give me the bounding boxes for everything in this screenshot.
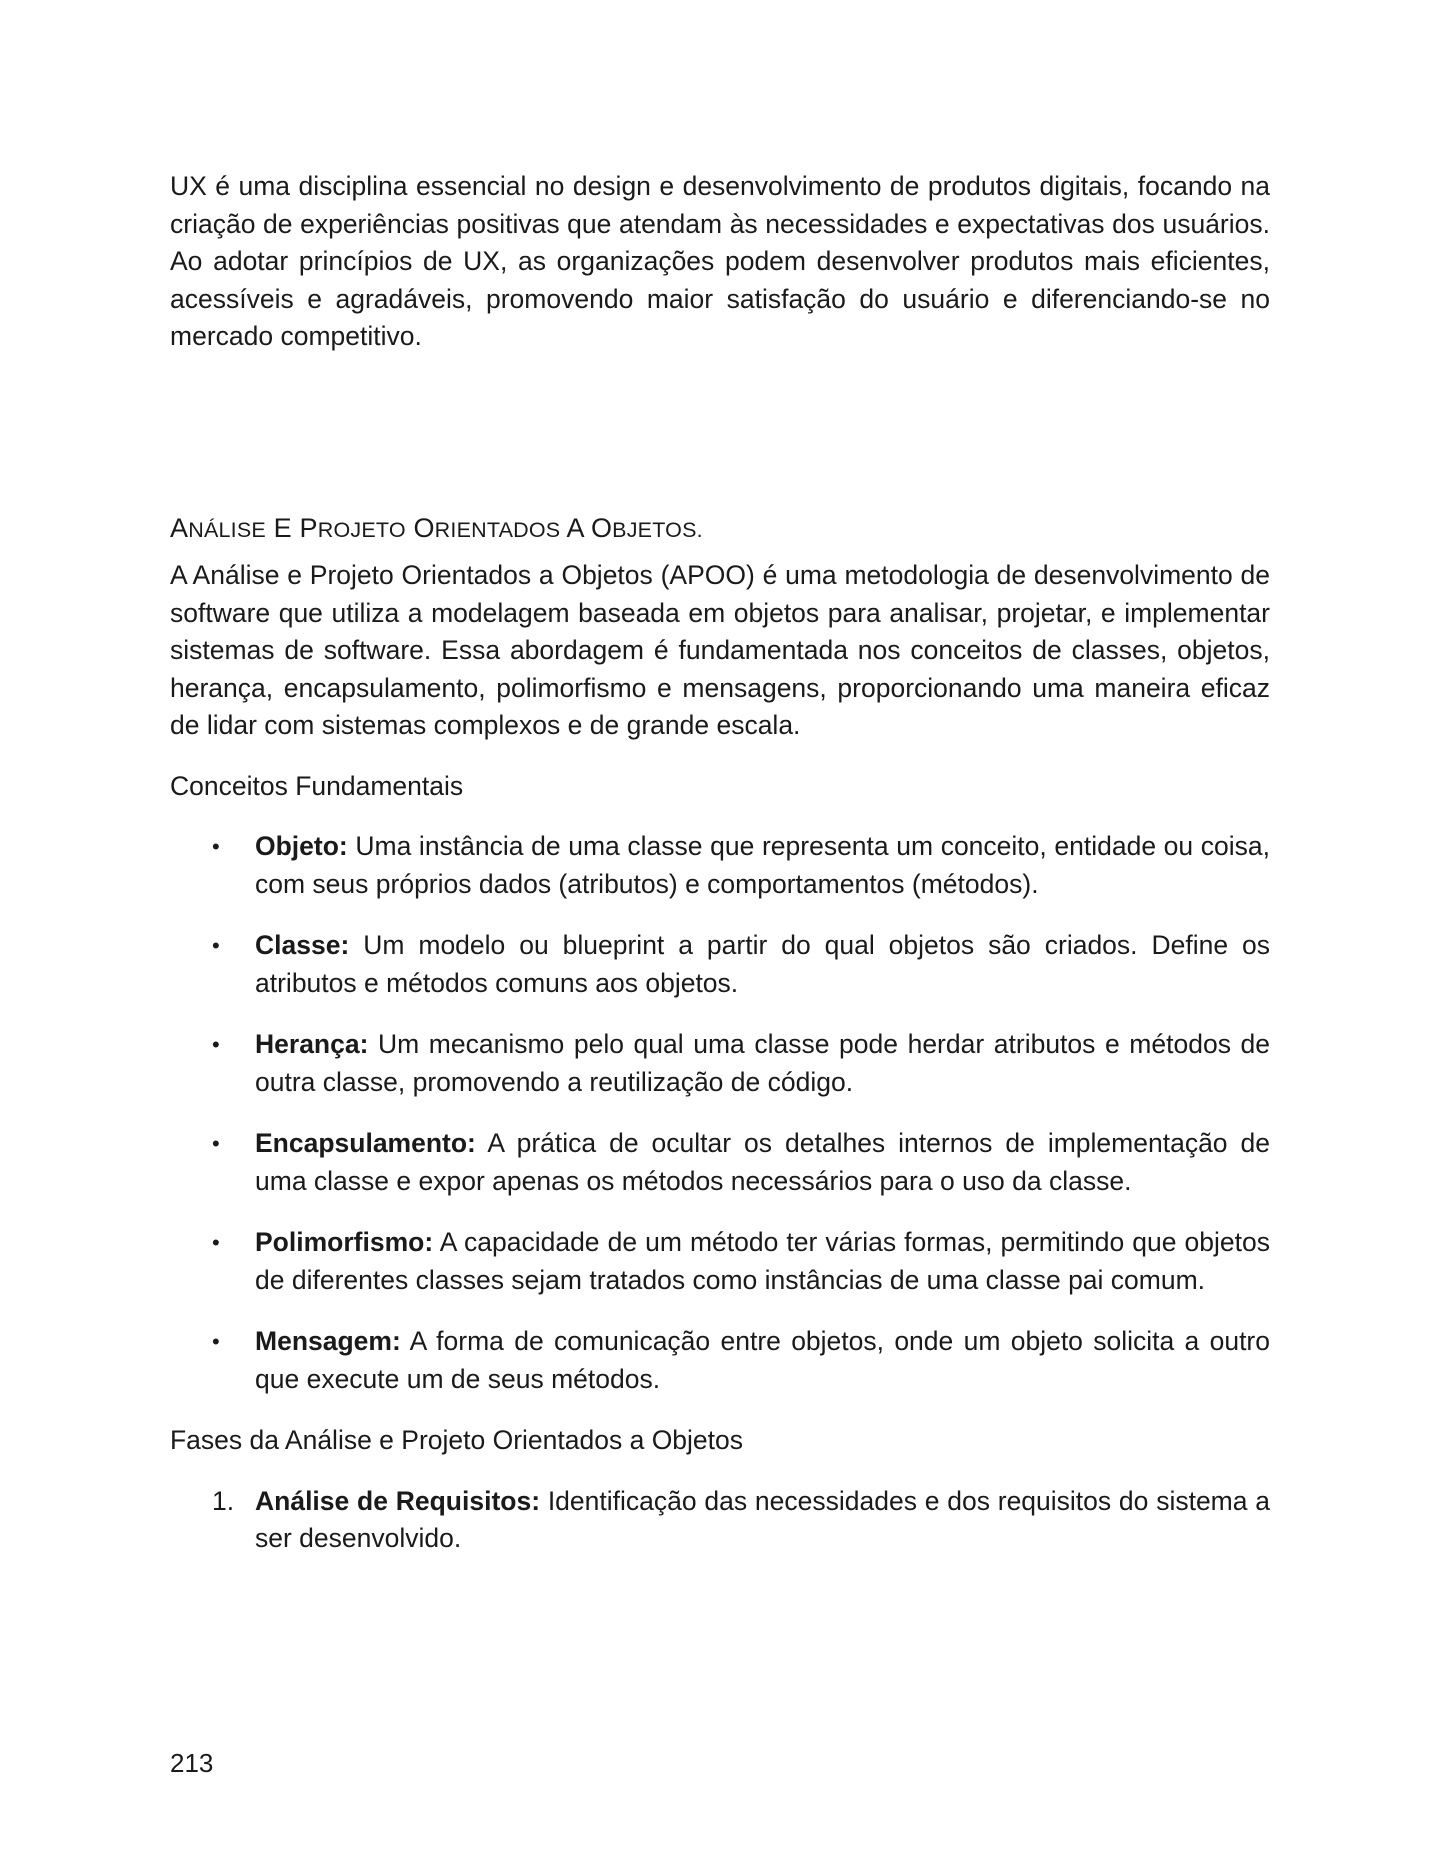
- concept-text: Um mecanismo pelo qual uma classe pode herdar atributos e métodos de outra classe, promovendo a reutilização de código.: [255, 1029, 1270, 1097]
- concept-item-classe: [170, 927, 1270, 1002]
- concept-term: Herança:: [255, 1029, 369, 1059]
- title-word: ANÁLISE: [170, 513, 266, 543]
- concept-item-mensagem: [170, 1323, 1270, 1398]
- bullet-icon: •: [212, 1131, 220, 1156]
- title-word: A: [566, 513, 584, 543]
- bullet-icon: •: [212, 1329, 220, 1354]
- section-intro-paragraph: A Análise e Projeto Orientados a Objetos (APOO) é uma metodologia de desenvolvimento de software que utiliza a modelagem baseada em objetos para analisar, projetar, e implementar sistemas de software. Essa abordagem é fundamentada nos conceitos de classes, objetos, herança, encapsulamento, polimorfismo e mensagens, proporcionando uma maneira eficaz de lidar com sistemas complexos e de grande escala.: [170, 560, 1270, 740]
- list-number: 1.: [212, 1485, 235, 1516]
- intro-paragraph: UX é uma disciplina essencial no design e desenvolvimento de produtos digitais, focando na criação de experiências positivas que atendam às necessidades e expectativas dos usuários. Ao adotar princípios de UX, as organizações podem desenvolver produtos mais eficientes, acessíveis e agradáveis, promovendo maior satisfação do usuário e diferenciando-se no mercado competitivo.: [170, 171, 1270, 351]
- section-body: [170, 557, 1270, 1582]
- concept-item-heranca: [170, 1026, 1270, 1101]
- concept-item-encapsulamento: [170, 1125, 1270, 1200]
- concept-item-polimorfismo: [170, 1224, 1270, 1299]
- phase-text: Identificação das necessidades e dos requisitos do sistema a ser desenvolvido.: [255, 1485, 1271, 1553]
- phases-list: [170, 1483, 1270, 1558]
- concept-term: Polimorfismo:: [255, 1227, 434, 1257]
- concept-term: Mensagem:: [255, 1326, 401, 1356]
- title-word: PROJETO: [299, 513, 406, 543]
- concept-item-objeto: [170, 828, 1270, 903]
- title-word: E: [273, 513, 292, 543]
- concept-term: Encapsulamento:: [255, 1128, 476, 1158]
- concepts-heading: Conceitos Fundamentais: [170, 770, 464, 801]
- concept-text: Uma instância de uma classe que representa um conceito, entidade ou coisa, com seus próprios dados (atributos) e comportamentos (métodos).: [255, 831, 1270, 899]
- concepts-list: [170, 828, 1270, 1398]
- title-word: ORIENTADOS: [413, 513, 561, 543]
- concept-text: Um modelo ou blueprint a partir do qual objetos são criados. Define os atributos e métodos comuns aos objetos.: [255, 930, 1270, 998]
- concept-term: Objeto:: [255, 831, 348, 861]
- concept-text: A prática de ocultar os detalhes internos de implementação de uma classe e expor apenas os métodos necessários para o uso da classe.: [255, 1128, 1270, 1196]
- concept-text: A capacidade de um método ter várias formas, permitindo que objetos de diferentes classes sejam tratados como instâncias de uma classe pai comum.: [255, 1227, 1270, 1295]
- concept-term: Classe:: [255, 930, 350, 960]
- bullet-icon: •: [212, 834, 220, 859]
- bullet-icon: •: [212, 933, 220, 958]
- bullet-icon: •: [212, 1032, 220, 1057]
- page-body: [170, 168, 1270, 356]
- section-title: [170, 508, 703, 550]
- phase-item-analise-requisitos: [170, 1483, 1270, 1558]
- phase-term: Análise de Requisitos:: [255, 1485, 541, 1516]
- bullet-icon: •: [212, 1230, 220, 1255]
- page-number: 213: [170, 1748, 214, 1778]
- title-word: OBJETOS.: [590, 513, 703, 543]
- phases-heading: Fases da Análise e Projeto Orientados a Objetos: [170, 1425, 744, 1455]
- concept-text: A forma de comunicação entre objetos, onde um objeto solicita a outro que execute um de seus métodos.: [255, 1326, 1270, 1394]
